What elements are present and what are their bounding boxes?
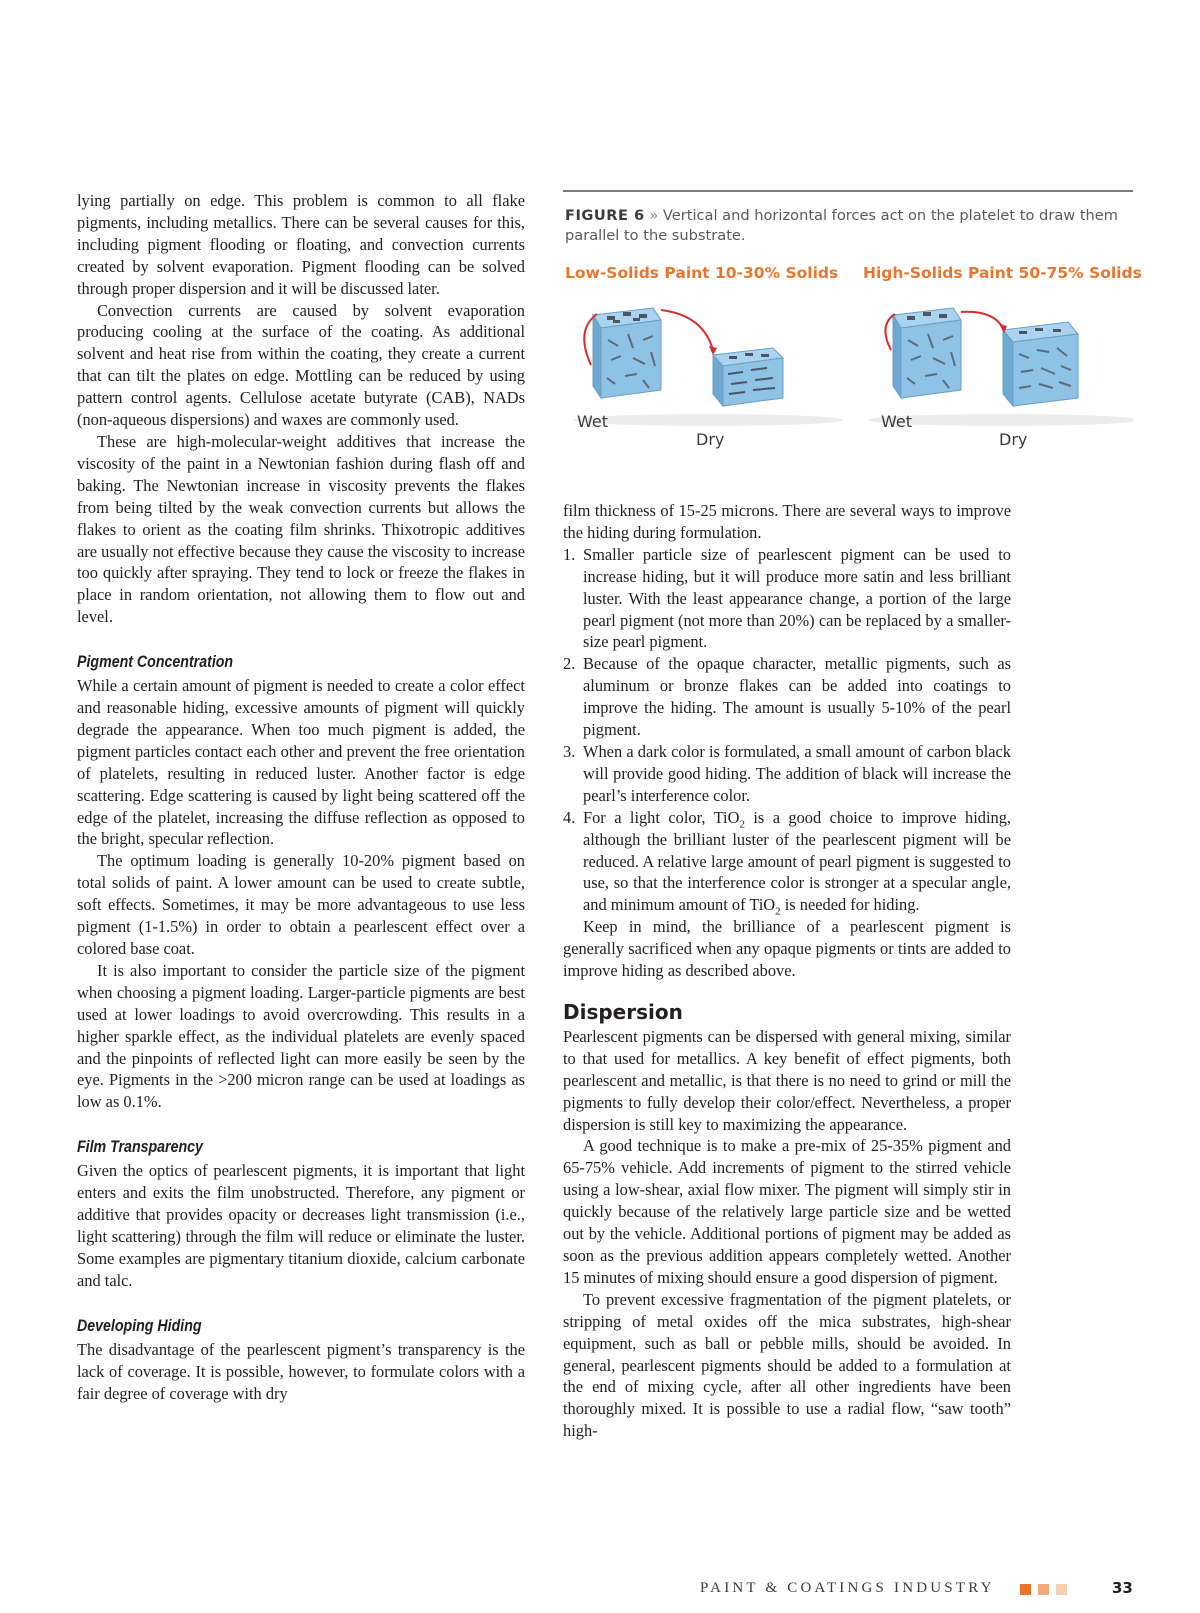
figure-label: FIGURE 6 xyxy=(565,207,645,224)
panel-title-low-solids: Low-Solids Paint 10-30% Solids xyxy=(565,264,839,282)
wet-block-low-solids xyxy=(593,308,661,398)
left-column xyxy=(77,190,525,1404)
body-paragraph: While a certain amount of pigment is needed to create a color effect and reasonable hiding, excessive amounts of pigment will quickly degrade the appearance. When too much pigment is added, the pigment particles contact each other and prevent the free orientation of platelets, resulting in reduced luster. Another factor is edge scattering. Edge scattering is caused by light being scattered off the edge of the platelet, increasing the diffuse reflection as opposed to the bright, specular reflection. xyxy=(77,676,525,849)
subheading-film-transparency: Film Transparency xyxy=(77,1138,203,1157)
dry-label-low: Dry xyxy=(696,430,725,449)
subheading-developing-hiding: Developing Hiding xyxy=(77,1316,202,1335)
dry-label-high: Dry xyxy=(999,430,1028,449)
figure-6 xyxy=(563,190,1142,480)
body-paragraph: To prevent excessive fragmentation of the pigment platelets, or stripping of metal oxides off the mica substrates, high-shear equipment, such as ball or pebble mills, should be avoided. In general, pearlescent pigments should be added to a formulation at the end of mixing cycle, after all other ingredients have been thoroughly mixed. It is possible to use a radial flow, “saw tooth” high- xyxy=(563,1289,1011,1441)
footer-square-mid xyxy=(1038,1584,1049,1595)
body-paragraph: Given the optics of pearlescent pigments, it is important that light enters and exits the film unobstructed. Therefore, any pigment or additive that provides opacity or decreases light transmission (i.e., light scattering) through the film will reduce or eliminate the luster. Some examples are pigmentary titanium dioxide, calcium carbonate and talc. xyxy=(77,1161,525,1290)
body-paragraph: film thickness of 15-25 microns. There are several ways to improve the hiding during formulation. xyxy=(563,501,1011,542)
body-paragraph: lying partially on edge. This problem is common to all flake pigments, including metallics. There can be several causes for this, including pigment flooding or floating, and convection currents created by solvent evaporation. Pigment flooding can be solved through proper dispersion and it will be discussed later. xyxy=(77,191,525,298)
wet-label-low: Wet xyxy=(577,412,608,431)
figure-top-rule xyxy=(563,190,1133,192)
body-paragraph: The optimum loading is generally 10-20% pigment based on total solids of paint. A lower amount can be used to create subtle, soft effects. Sometimes, it may be more advantageous to use less pigment (1-1.5%) in order to obtain a pearlescent effect over a colored base coat. xyxy=(77,851,525,958)
section-heading-dispersion: Dispersion xyxy=(563,999,683,1024)
footer-square-light xyxy=(1056,1584,1067,1595)
wet-block-high-solids xyxy=(893,308,961,398)
footer-square-dark xyxy=(1020,1584,1031,1595)
body-paragraph: Keep in mind, the brilliance of a pearlescent pigment is generally sacrificed when any opaque pigments or tints are added to improve hiding as described above. xyxy=(563,917,1011,981)
page-number: 33 xyxy=(1112,1579,1133,1597)
list-item: 4. For a light color, TiO$_2$ is a good choice to improve hiding, although the brilliant luster of the pearlescent pigment will be reduced. A relative large amount of pearl pigment is suggested to use, so that the interference color is stronger at a specular angle, and minimum amount of TiO$_2$ is needed for hiding. xyxy=(563,807,1011,918)
caption-arrow: » xyxy=(649,207,659,224)
dry-block-high-solids xyxy=(1003,322,1078,406)
figure-caption xyxy=(565,206,1125,246)
body-paragraph: These are high-molecular-weight additives that increase the viscosity of the paint in a Newtonian fashion during flash off and baking. The Newtonian increase in viscosity prevents the flakes from being tilted by the weak convection currents but allows the flakes to orient as the coating film shrinks. Thixotropic additives are usually not effective because they cause the viscosity to increase too quickly after spraying. They tend to lock or freeze the flakes in place in random orientation, not allowing them to flow out and level. xyxy=(77,431,525,627)
hiding-methods-list xyxy=(563,544,1011,916)
publication-title: PAINT & COATINGS INDUSTRY xyxy=(700,1580,995,1596)
page-footer xyxy=(700,1580,1140,1600)
panel-title-high-solids: High-Solids Paint 50-75% Solids xyxy=(863,264,1142,282)
body-paragraph: Convection currents are caused by solvent evaporation producing cooling at the surface of the coating. As additional solvent and heat rise from within the coating, they create a current that can tilt the plates on edge. Mottling can be reduced by using pattern control agents. Cellulose acetate butyrate (CAB), NADs (non-aqueous dispersions) and waxes are commonly used. xyxy=(77,300,525,430)
figure-caption-text: Vertical and horizontal forces act on the platelet to draw them parallel to the substrate. xyxy=(565,207,1118,244)
body-paragraph: The disadvantage of the pearlescent pigment’s transparency is the lack of coverage. It is possible, however, to formulate colors with a fair degree of coverage with dry xyxy=(77,1339,525,1403)
subheading-pigment-concentration: Pigment Concentration xyxy=(77,653,234,672)
body-paragraph: Pearlescent pigments can be dispersed with general mixing, similar to that used for metallics. A key benefit of effect pigments, both pearlescent and metallic, is that there is no need to grind or mill the pigments to fully develop their color/effect. Nevertheless, a proper dispersion is still key to maximizing the appearance. xyxy=(563,1026,1011,1134)
list-item: 2. Because of the opaque character, metallic pigments, such as aluminum or bronze flakes can be added into coatings to improve the hiding. The amount is usually 5-10% of the pearl pigment. xyxy=(563,654,1011,740)
list-item: 1. Smaller particle size of pearlescent pigment can be used to increase hiding, but it will produce more satin and less brilliant luster. With the least appearance change, a portion of the large pearl pigment (not more than 20%) can be replaced by a smaller-size pearl pigment. xyxy=(563,544,1011,652)
figure-illustration xyxy=(563,290,1133,470)
wet-label-high: Wet xyxy=(881,412,912,431)
dry-block-low-solids xyxy=(713,348,783,406)
body-paragraph: It is also important to consider the particle size of the pigment when choosing a pigment loading. Larger-particle pigments are best used at lower loadings to avoid overcrowding. This results in a higher sparkle effect, as the individual platelets are evenly spaced and the pinpoints of reflected light can more easily be seen by the eye. Pigments in the >200 micron range can be used at loadings as low as 0.1%. xyxy=(77,960,525,1112)
list-item: 3. When a dark color is formulated, a small amount of carbon black will provide good hiding. The addition of black will increase the pearl’s interference color. xyxy=(563,741,1011,805)
right-column xyxy=(563,500,1011,1442)
body-paragraph: A good technique is to make a pre-mix of 25-35% pigment and 65-75% vehicle. Add increments of pigment to the stirred vehicle using a low-shear, axial flow mixer. The pigment will simply stir in quickly because of the relatively large particle size and be wetted out by the vehicle. Additional portions of pigment may be added as soon as the previous addition appears completely wetted. Another 15 minutes of mixing should ensure a good dispersion of pigment. xyxy=(563,1136,1011,1287)
